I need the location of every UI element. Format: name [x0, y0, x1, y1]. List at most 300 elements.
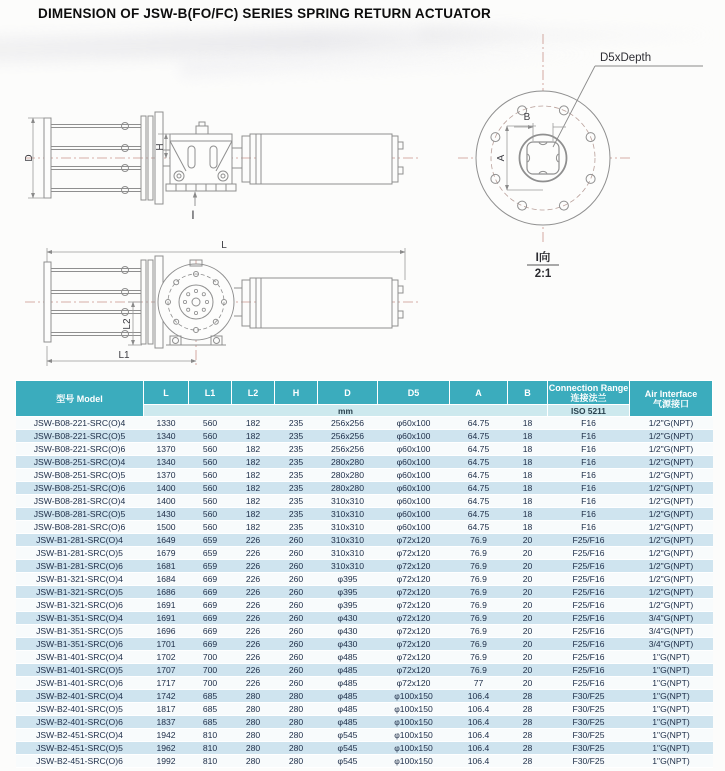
- cell-d: 310x310: [318, 547, 378, 560]
- cell-h: 235: [275, 482, 318, 495]
- cell-model: JSW-B08-251-SRC(O)5: [16, 469, 144, 482]
- cell-d: 256x256: [318, 417, 378, 430]
- cell-d5: φ60x100: [378, 495, 450, 508]
- cell-conn: F16: [548, 482, 630, 495]
- cell-l2: 182: [232, 495, 275, 508]
- cell-a: 64.75: [450, 482, 508, 495]
- table-row: [16, 664, 713, 677]
- cell-model: JSW-B1-281-SRC(O)5: [16, 547, 144, 560]
- cell-air: 1"G(NPT): [630, 716, 713, 729]
- cell-d: 280x280: [318, 469, 378, 482]
- cell-l2: 182: [232, 443, 275, 456]
- cell-l1: 669: [189, 599, 232, 612]
- cell-conn: F25/F16: [548, 677, 630, 690]
- cell-l: 1702: [144, 651, 189, 664]
- cell-conn: F16: [548, 456, 630, 469]
- cell-conn: F16: [548, 469, 630, 482]
- cell-d: φ545: [318, 729, 378, 742]
- cell-l: 1701: [144, 638, 189, 651]
- cell-d5: φ100x150: [378, 716, 450, 729]
- cell-d: 310x310: [318, 508, 378, 521]
- cell-d5: φ72x120: [378, 560, 450, 573]
- table-row: [16, 755, 713, 768]
- cell-conn: F25/F16: [548, 664, 630, 677]
- cell-d: φ430: [318, 625, 378, 638]
- cell-d5: φ100x150: [378, 729, 450, 742]
- cell-a: 76.9: [450, 638, 508, 651]
- cell-l1: 700: [189, 677, 232, 690]
- cell-d5: φ60x100: [378, 443, 450, 456]
- cell-conn: F16: [548, 443, 630, 456]
- cell-air: 1/2"G(NPT): [630, 534, 713, 547]
- table-row: [16, 651, 713, 664]
- table-row: [16, 443, 713, 456]
- cell-a: 106.4: [450, 729, 508, 742]
- cell-air: 1/2"G(NPT): [630, 573, 713, 586]
- cell-h: 235: [275, 469, 318, 482]
- cell-model: JSW-B1-321-SRC(O)4: [16, 573, 144, 586]
- cell-l2: 182: [232, 482, 275, 495]
- cell-h: 260: [275, 586, 318, 599]
- header-d: D: [318, 381, 378, 405]
- cell-l2: 182: [232, 469, 275, 482]
- cell-d: φ485: [318, 690, 378, 703]
- cell-d: φ430: [318, 638, 378, 651]
- cell-d5: φ72x120: [378, 664, 450, 677]
- cell-b: 20: [508, 664, 548, 677]
- cell-conn: F30/F25: [548, 716, 630, 729]
- cell-d5: φ72x120: [378, 599, 450, 612]
- cell-model: JSW-B08-281-SRC(O)5: [16, 508, 144, 521]
- cell-d5: φ72x120: [378, 573, 450, 586]
- cell-air: 3/4"G(NPT): [630, 625, 713, 638]
- cell-l: 1400: [144, 482, 189, 495]
- cell-model: JSW-B08-281-SRC(O)6: [16, 521, 144, 534]
- cell-b: 28: [508, 742, 548, 755]
- cell-conn: F25/F16: [548, 638, 630, 651]
- cell-d: φ395: [318, 586, 378, 599]
- cell-h: 260: [275, 638, 318, 651]
- cell-l2: 226: [232, 586, 275, 599]
- cell-h: 235: [275, 456, 318, 469]
- cell-a: 64.75: [450, 521, 508, 534]
- cell-d5: φ60x100: [378, 417, 450, 430]
- actuator-side-view: [24, 112, 420, 222]
- cell-b: 28: [508, 755, 548, 768]
- cell-l1: 685: [189, 716, 232, 729]
- page-title: DIMENSION OF JSW-B(FO/FC) SERIES SPRING RETURN ACTUATOR: [38, 6, 491, 21]
- header-connection-range-en: Connection Range: [548, 382, 629, 393]
- cell-l2: 280: [232, 690, 275, 703]
- cell-d5: φ72x120: [378, 586, 450, 599]
- table-row: [16, 521, 713, 534]
- cell-air: 1/2"G(NPT): [630, 508, 713, 521]
- cell-model: JSW-B08-251-SRC(O)6: [16, 482, 144, 495]
- cell-b: 20: [508, 625, 548, 638]
- cell-a: 64.75: [450, 456, 508, 469]
- cell-h: 235: [275, 417, 318, 430]
- cell-b: 18: [508, 495, 548, 508]
- cell-model: JSW-B1-351-SRC(O)5: [16, 625, 144, 638]
- cell-conn: F30/F25: [548, 742, 630, 755]
- cell-model: JSW-B2-401-SRC(O)4: [16, 690, 144, 703]
- cell-l1: 560: [189, 469, 232, 482]
- cell-l: 1992: [144, 755, 189, 768]
- header-air-interface: [630, 381, 713, 417]
- cell-air: 3/4"G(NPT): [630, 612, 713, 625]
- cell-l: 1707: [144, 664, 189, 677]
- cell-l1: 560: [189, 456, 232, 469]
- cell-b: 20: [508, 677, 548, 690]
- table-row: [16, 729, 713, 742]
- cell-d5: φ100x150: [378, 742, 450, 755]
- cell-h: 235: [275, 508, 318, 521]
- cell-l: 1430: [144, 508, 189, 521]
- cell-h: 235: [275, 521, 318, 534]
- cell-air: 1/2"G(NPT): [630, 430, 713, 443]
- cell-l1: 659: [189, 560, 232, 573]
- cell-d: 256x256: [318, 443, 378, 456]
- cell-conn: F25/F16: [548, 547, 630, 560]
- flange-detail-view: [458, 34, 703, 280]
- cell-d5: φ72x120: [378, 547, 450, 560]
- cell-d5: φ72x120: [378, 651, 450, 664]
- cell-d: φ485: [318, 677, 378, 690]
- cell-l: 1400: [144, 495, 189, 508]
- cell-d5: φ72x120: [378, 638, 450, 651]
- cell-b: 18: [508, 456, 548, 469]
- cell-model: JSW-B1-321-SRC(O)5: [16, 586, 144, 599]
- cell-a: 106.4: [450, 755, 508, 768]
- cell-d5: φ72x120: [378, 677, 450, 690]
- cell-l: 1330: [144, 417, 189, 430]
- cell-b: 18: [508, 508, 548, 521]
- cell-model: JSW-B1-321-SRC(O)6: [16, 599, 144, 612]
- cell-a: 64.75: [450, 417, 508, 430]
- cell-h: 235: [275, 495, 318, 508]
- cell-a: 64.75: [450, 430, 508, 443]
- cell-a: 76.9: [450, 651, 508, 664]
- cell-a: 106.4: [450, 690, 508, 703]
- cell-conn: F30/F25: [548, 690, 630, 703]
- table-row: [16, 612, 713, 625]
- cell-a: 76.9: [450, 573, 508, 586]
- cell-a: 76.9: [450, 560, 508, 573]
- cell-l2: 280: [232, 729, 275, 742]
- cell-l: 1679: [144, 547, 189, 560]
- cell-l1: 560: [189, 417, 232, 430]
- cell-d: φ485: [318, 664, 378, 677]
- header-l2: L2: [232, 381, 275, 405]
- cell-conn: F25/F16: [548, 625, 630, 638]
- cell-b: 20: [508, 560, 548, 573]
- cell-d5: φ100x150: [378, 690, 450, 703]
- cell-air: 1"G(NPT): [630, 690, 713, 703]
- cell-a: 106.4: [450, 703, 508, 716]
- cell-model: JSW-B08-281-SRC(O)4: [16, 495, 144, 508]
- cell-h: 235: [275, 430, 318, 443]
- header-connection-range: [548, 381, 630, 405]
- cell-model: JSW-B2-401-SRC(O)5: [16, 703, 144, 716]
- cell-h: 235: [275, 443, 318, 456]
- cell-b: 18: [508, 417, 548, 430]
- cell-l: 1691: [144, 612, 189, 625]
- table-header: [16, 381, 713, 417]
- cell-air: 1"G(NPT): [630, 677, 713, 690]
- cell-l: 1370: [144, 443, 189, 456]
- cell-l2: 182: [232, 508, 275, 521]
- cell-a: 64.75: [450, 469, 508, 482]
- header-h: H: [275, 381, 318, 405]
- cell-l: 1340: [144, 456, 189, 469]
- cell-d: φ395: [318, 599, 378, 612]
- cell-d5: φ72x120: [378, 534, 450, 547]
- cell-l: 1684: [144, 573, 189, 586]
- cell-l1: 659: [189, 547, 232, 560]
- cell-l: 1717: [144, 677, 189, 690]
- cell-b: 18: [508, 521, 548, 534]
- cell-d: φ545: [318, 742, 378, 755]
- table-row: [16, 456, 713, 469]
- cell-l: 1817: [144, 703, 189, 716]
- table-row: [16, 560, 713, 573]
- cell-d5: φ100x150: [378, 755, 450, 768]
- dim-label-l: L: [221, 240, 227, 251]
- table-row: [16, 703, 713, 716]
- cell-l1: 685: [189, 690, 232, 703]
- callout-d5-depth: D5xDepth: [600, 52, 652, 64]
- cell-d: φ485: [318, 651, 378, 664]
- cell-l2: 226: [232, 573, 275, 586]
- dim-label-b: B: [523, 112, 531, 123]
- cell-l1: 669: [189, 612, 232, 625]
- cell-h: 260: [275, 560, 318, 573]
- table-row: [16, 690, 713, 703]
- table-row: [16, 638, 713, 651]
- cell-l: 1370: [144, 469, 189, 482]
- cell-air: 1/2"G(NPT): [630, 469, 713, 482]
- dim-label-l2: L2: [122, 318, 133, 330]
- cell-air: 1/2"G(NPT): [630, 560, 713, 573]
- cell-a: 76.9: [450, 547, 508, 560]
- cell-air: 1/2"G(NPT): [630, 547, 713, 560]
- cell-model: JSW-B2-451-SRC(O)6: [16, 755, 144, 768]
- cell-h: 280: [275, 716, 318, 729]
- cell-l1: 700: [189, 664, 232, 677]
- cell-h: 260: [275, 599, 318, 612]
- cell-l: 1742: [144, 690, 189, 703]
- cell-air: 1"G(NPT): [630, 651, 713, 664]
- cell-l: 1962: [144, 742, 189, 755]
- cell-l: 1340: [144, 430, 189, 443]
- cell-l1: 560: [189, 430, 232, 443]
- cell-b: 18: [508, 482, 548, 495]
- table-row: [16, 573, 713, 586]
- cell-l: 1696: [144, 625, 189, 638]
- dim-label-l1: L1: [118, 350, 130, 361]
- cell-d: φ485: [318, 716, 378, 729]
- cell-h: 260: [275, 651, 318, 664]
- cell-air: 1/2"G(NPT): [630, 599, 713, 612]
- dimension-table: [15, 380, 713, 768]
- cell-d: 310x310: [318, 521, 378, 534]
- cell-model: JSW-B08-221-SRC(O)6: [16, 443, 144, 456]
- table-row: [16, 599, 713, 612]
- cell-h: 260: [275, 547, 318, 560]
- cell-b: 28: [508, 703, 548, 716]
- cell-l2: 226: [232, 625, 275, 638]
- cell-a: 106.4: [450, 742, 508, 755]
- cell-b: 18: [508, 443, 548, 456]
- cell-d5: φ60x100: [378, 430, 450, 443]
- cell-conn: F25/F16: [548, 599, 630, 612]
- cell-l2: 182: [232, 456, 275, 469]
- cell-l: 1691: [144, 599, 189, 612]
- cell-d5: φ60x100: [378, 469, 450, 482]
- cell-model: JSW-B08-221-SRC(O)5: [16, 430, 144, 443]
- cell-conn: F30/F25: [548, 703, 630, 716]
- actuator-plan-view: [25, 240, 420, 368]
- cell-l1: 669: [189, 586, 232, 599]
- table-row: [16, 430, 713, 443]
- cell-l2: 226: [232, 638, 275, 651]
- cell-d5: φ60x100: [378, 508, 450, 521]
- cell-d5: φ72x120: [378, 625, 450, 638]
- cell-l1: 669: [189, 638, 232, 651]
- cell-l1: 659: [189, 534, 232, 547]
- cell-model: JSW-B1-401-SRC(O)5: [16, 664, 144, 677]
- header-d5: D5: [378, 381, 450, 405]
- cell-conn: F16: [548, 508, 630, 521]
- cell-h: 280: [275, 703, 318, 716]
- cell-conn: F16: [548, 430, 630, 443]
- header-air-interface-en: Air Interface: [644, 388, 698, 399]
- cell-b: 28: [508, 716, 548, 729]
- cell-b: 18: [508, 469, 548, 482]
- cell-conn: F25/F16: [548, 586, 630, 599]
- cell-h: 260: [275, 573, 318, 586]
- cell-d: φ430: [318, 612, 378, 625]
- cell-l1: 560: [189, 443, 232, 456]
- cell-h: 280: [275, 755, 318, 768]
- cell-h: 280: [275, 690, 318, 703]
- cell-d: φ545: [318, 755, 378, 768]
- cell-l2: 226: [232, 599, 275, 612]
- cell-air: 1/2"G(NPT): [630, 443, 713, 456]
- cell-conn: F30/F25: [548, 729, 630, 742]
- table-row: [16, 508, 713, 521]
- header-a: A: [450, 381, 508, 405]
- table-row: [16, 716, 713, 729]
- cell-a: 76.9: [450, 586, 508, 599]
- cell-b: 20: [508, 586, 548, 599]
- cell-conn: F16: [548, 417, 630, 430]
- header-b: B: [508, 381, 548, 405]
- table-row: [16, 495, 713, 508]
- cell-a: 76.9: [450, 612, 508, 625]
- cell-a: 76.9: [450, 664, 508, 677]
- cell-l2: 226: [232, 547, 275, 560]
- cell-model: JSW-B1-281-SRC(O)6: [16, 560, 144, 573]
- cell-b: 20: [508, 651, 548, 664]
- cell-l2: 280: [232, 716, 275, 729]
- cell-air: 1/2"G(NPT): [630, 456, 713, 469]
- cell-conn: F16: [548, 495, 630, 508]
- cell-b: 20: [508, 573, 548, 586]
- cell-conn: F16: [548, 521, 630, 534]
- cell-air: 1"G(NPT): [630, 729, 713, 742]
- header-air-interface-zh: 气源接口: [652, 398, 689, 409]
- cell-conn: F30/F25: [548, 755, 630, 768]
- cell-air: 1/2"G(NPT): [630, 495, 713, 508]
- cell-model: JSW-B2-401-SRC(O)6: [16, 716, 144, 729]
- table-row: [16, 482, 713, 495]
- cell-a: 77: [450, 677, 508, 690]
- cell-h: 280: [275, 742, 318, 755]
- cell-a: 76.9: [450, 599, 508, 612]
- cell-l1: 560: [189, 482, 232, 495]
- cell-air: 1/2"G(NPT): [630, 417, 713, 430]
- cell-l: 1942: [144, 729, 189, 742]
- cell-l: 1837: [144, 716, 189, 729]
- unit-cell-mm: mm: [144, 405, 548, 417]
- dimension-table-body: [16, 417, 713, 768]
- cell-air: 1"G(NPT): [630, 755, 713, 768]
- technical-drawing: [0, 30, 725, 378]
- cell-l1: 685: [189, 703, 232, 716]
- cell-air: 1"G(NPT): [630, 742, 713, 755]
- cell-h: 260: [275, 677, 318, 690]
- header-model: 型号 Model: [16, 381, 144, 417]
- unit-cell-iso: ISO 5211: [548, 405, 630, 417]
- header-l1: L1: [189, 381, 232, 405]
- cell-b: 18: [508, 430, 548, 443]
- cell-d: 310x310: [318, 534, 378, 547]
- cell-l2: 280: [232, 703, 275, 716]
- cell-a: 106.4: [450, 716, 508, 729]
- cell-l2: 226: [232, 612, 275, 625]
- cell-d: 280x280: [318, 482, 378, 495]
- cell-b: 28: [508, 690, 548, 703]
- dim-label-a: A: [496, 154, 507, 162]
- dim-label-d: D: [24, 154, 35, 162]
- cell-l2: 226: [232, 560, 275, 573]
- cell-b: 20: [508, 547, 548, 560]
- table-row: [16, 547, 713, 560]
- cell-model: JSW-B1-351-SRC(O)4: [16, 612, 144, 625]
- cell-model: JSW-B2-451-SRC(O)4: [16, 729, 144, 742]
- cell-conn: F25/F16: [548, 651, 630, 664]
- cell-a: 76.9: [450, 625, 508, 638]
- cell-l2: 226: [232, 664, 275, 677]
- cell-a: 64.75: [450, 495, 508, 508]
- table-row: [16, 534, 713, 547]
- cell-l2: 226: [232, 677, 275, 690]
- cell-l2: 226: [232, 651, 275, 664]
- cell-d5: φ60x100: [378, 521, 450, 534]
- cell-d: 310x310: [318, 495, 378, 508]
- cell-l: 1500: [144, 521, 189, 534]
- cell-l: 1686: [144, 586, 189, 599]
- cell-l1: 810: [189, 729, 232, 742]
- table-row: [16, 677, 713, 690]
- cell-d: 280x280: [318, 456, 378, 469]
- cell-l1: 810: [189, 755, 232, 768]
- cell-b: 28: [508, 729, 548, 742]
- cell-model: JSW-B1-281-SRC(O)4: [16, 534, 144, 547]
- cell-d: 310x310: [318, 560, 378, 573]
- cell-l: 1649: [144, 534, 189, 547]
